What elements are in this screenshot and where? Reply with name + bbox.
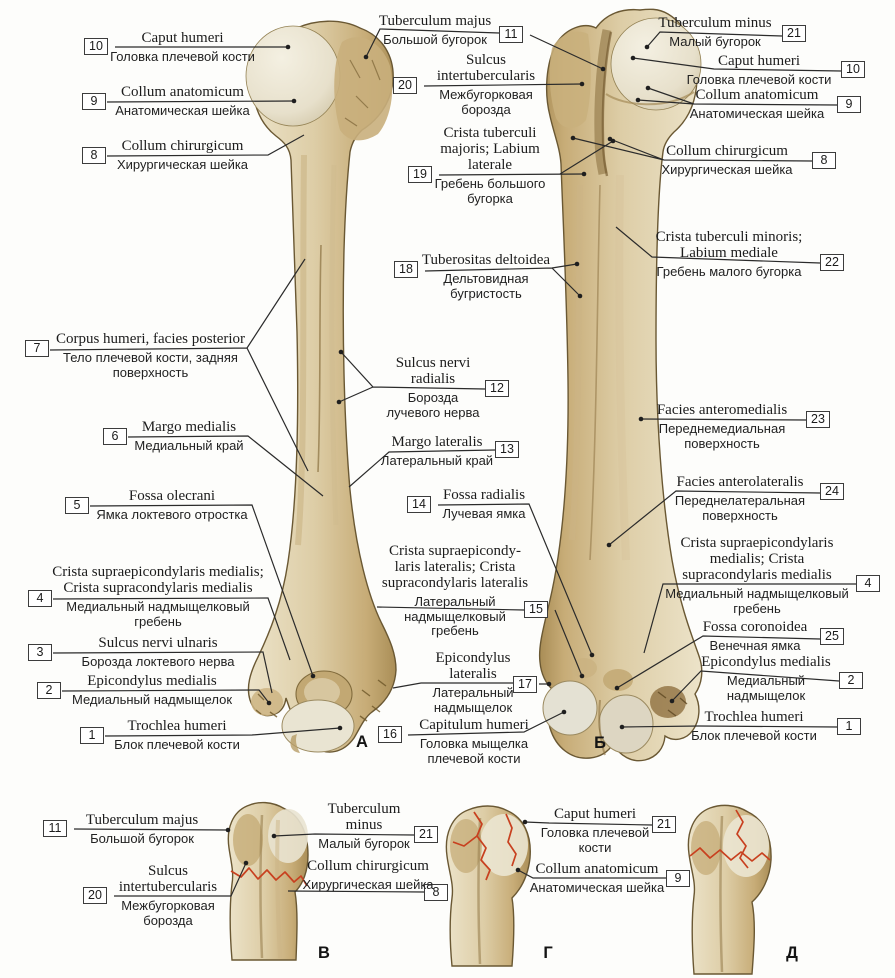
label-sulcus-intertubercularis	[424, 52, 548, 117]
russian-name: Головка мыщелка плечевой кости	[419, 736, 529, 766]
panel-letter-d: Д	[786, 944, 798, 962]
num-box-tuberositas-deltoidea: 18	[394, 261, 418, 278]
russian-name: Головка плечевой кости	[540, 825, 650, 855]
label-facies-anteromedialis	[646, 402, 798, 451]
num-box-epicondylus-medialis-a: 2	[37, 682, 61, 699]
latin-name: Collum chirurgicum	[121, 138, 244, 154]
num-box-trochlea-b: 1	[837, 718, 861, 735]
latin-name: Corpus humeri, facies posterior	[55, 331, 246, 347]
russian-name: Латеральный надмыщелковый гребень	[404, 594, 506, 638]
latin-name: Tuberositas deltoidea	[421, 252, 551, 268]
num-box-fossa-olecrani: 5	[65, 497, 89, 514]
latin-name: Sulcus nervi ulnaris	[98, 635, 218, 651]
latin-name: Fossa olecrani	[128, 488, 216, 504]
latin-name: Crista supraepicondylaris medialis; Crista supracondylaris medialis	[680, 535, 834, 583]
num-box-collum-chirurgicum-v: 8	[424, 884, 448, 901]
latin-name: Crista supraepicondylaris medialis; Crista supracondylaris medialis	[52, 564, 264, 596]
label-collum-anatomicum-a	[100, 84, 265, 119]
label-sulcus-intertubercularis-v	[112, 863, 224, 928]
label-trochlea-b	[683, 709, 825, 744]
num-box-crista-majoris: 19	[408, 166, 432, 183]
label-epicondylus-medialis-b	[691, 654, 841, 703]
label-fossa-olecrani	[88, 488, 256, 523]
num-box-fossa-radialis: 14	[407, 496, 431, 513]
latin-name: Fossa coronoidea	[702, 619, 808, 635]
label-crista-lateralis	[380, 543, 530, 639]
russian-name: Анатомическая шейка	[529, 880, 665, 895]
label-margo-medialis	[128, 419, 250, 454]
label-capitulum	[404, 717, 544, 766]
latin-name: Crista supraepicondylaris lateralis; Crista supracondylaris lateralis	[381, 543, 529, 591]
num-box-facies-anterolateralis: 24	[820, 483, 844, 500]
label-caput-humeri-a	[100, 30, 265, 65]
latin-name: Crista tuberculi majoris; Labium laterale	[440, 125, 540, 173]
label-collum-chirurgicum-v	[294, 858, 442, 893]
label-margo-lateralis	[378, 434, 496, 469]
num-box-sulcus-ulnaris: 3	[28, 644, 52, 661]
russian-name: Большой бугорок	[90, 831, 194, 846]
russian-name: Межбугорковая борозда	[439, 87, 533, 117]
russian-name: Хирургическая шейка	[302, 877, 434, 892]
latin-name: Tuberculum minus	[327, 801, 401, 833]
russian-name: Малый бугорок	[669, 34, 761, 49]
num-box-caput-humeri-b: 10	[841, 61, 865, 78]
num-box-fossa-coronoidea: 25	[820, 628, 844, 645]
latin-name: Fossa radialis	[442, 487, 526, 503]
latin-name: Tuberculum majus	[378, 13, 492, 29]
num-box-trochlea-a: 1	[80, 727, 104, 744]
latin-name: Caput humeri	[553, 806, 637, 822]
num-box-sulcus-intertubercularis-v: 20	[83, 887, 107, 904]
russian-name: Анатомическая шейка	[689, 106, 825, 121]
label-crista-medialis-a	[42, 564, 274, 629]
humerus-anterior-bone	[540, 9, 702, 760]
medial-epicondyle-anterior	[650, 686, 686, 718]
latin-name: Caput humeri	[717, 53, 801, 69]
label-sulcus-ulnaris	[58, 635, 258, 670]
panel-letter-a: А	[356, 733, 368, 751]
label-tuberculum-minus	[648, 15, 782, 50]
latin-name: Epicondylus lateralis	[435, 650, 511, 682]
num-box-caput-humeri-g: 21	[652, 816, 676, 833]
russian-name: Медиальный надмыщелок	[726, 673, 806, 703]
latin-name: Collum anatomicum	[121, 84, 244, 100]
latin-name: Collum anatomicum	[695, 87, 819, 103]
label-collum-chirurgicum-a	[100, 138, 265, 173]
latin-name: Facies anteromedialis	[656, 402, 788, 418]
russian-name: Медиальный надмыщелковый гребень	[665, 586, 849, 616]
num-box-crista-minoris: 22	[820, 254, 844, 271]
latin-name: Sulcus intertubercularis	[436, 52, 536, 84]
russian-name: Хирургическая шейка	[661, 162, 793, 177]
num-box-collum-anatomicum-g: 9	[666, 870, 690, 887]
latin-name: Collum chirurgicum	[666, 143, 788, 159]
label-crista-minoris	[643, 229, 815, 280]
latin-name: Margo lateralis	[391, 434, 483, 450]
russian-name: Лучевая ямка	[442, 506, 526, 521]
num-box-tuberculum-minus-v: 21	[414, 826, 438, 843]
russian-name: Ямка локтевого отростка	[96, 507, 248, 522]
label-facies-anterolateralis	[663, 474, 817, 523]
russian-name: Медиальный надмыщелок	[71, 692, 233, 707]
russian-name: Переднелатеральная поверхность	[674, 493, 806, 523]
greater-tubercle-anterior	[550, 32, 591, 128]
panel-letter-b: Б	[594, 734, 606, 752]
latin-name: Collum chirurgicum	[307, 858, 429, 874]
russian-name: Тело плечевой кости, задняя поверхность	[63, 350, 238, 380]
label-corpus-humeri	[48, 331, 253, 380]
num-box-corpus-humeri: 7	[25, 340, 49, 357]
num-box-tuberculum-majus-v: 11	[43, 820, 67, 837]
label-fossa-coronoidea	[693, 619, 817, 654]
russian-name: Хирургическая шейка	[116, 157, 249, 172]
russian-name: Блок плечевой кости	[114, 737, 240, 752]
num-box-epicondylus-medialis-b: 2	[839, 672, 863, 689]
latin-name: Crista tuberculi minoris; Labium mediale	[655, 229, 803, 261]
num-box-capitulum: 16	[378, 726, 402, 743]
label-trochlea-a	[98, 718, 256, 753]
latin-name: Trochlea humeri	[704, 709, 804, 725]
num-box-crista-medialis-b: 4	[856, 575, 880, 592]
num-box-caput-humeri-a: 10	[84, 38, 108, 55]
russian-name: Медиальный край	[134, 438, 244, 453]
label-epicondylus-medialis-a	[58, 673, 246, 708]
russian-name: Переднемедиальная поверхность	[658, 421, 786, 451]
latin-name: Margo medialis	[141, 419, 237, 435]
latin-name: Facies anterolateralis	[676, 474, 804, 490]
russian-name: Борозда локтевого нерва	[81, 654, 235, 669]
latin-name: Epicondylus medialis	[87, 673, 217, 689]
label-fossa-radialis	[433, 487, 535, 522]
latin-name: Epicondylus medialis	[701, 654, 831, 670]
russian-name: Блок плечевой кости	[691, 728, 817, 743]
russian-name: Гребень большого бугорка	[434, 176, 546, 206]
russian-name: Латеральный надмыщелок	[432, 685, 514, 715]
fragment-bone-d	[688, 805, 771, 974]
russian-name: Межбугорковая борозда	[121, 898, 215, 928]
panel-letter-v: В	[318, 944, 330, 962]
latin-name: Collum anatomicum	[535, 861, 659, 877]
label-caput-humeri-g	[534, 806, 656, 855]
russian-name: Латеральный край	[380, 453, 494, 468]
russian-name: Дельтовидная бугристость	[443, 271, 529, 301]
num-box-collum-chirurgicum-b: 8	[812, 152, 836, 169]
panel-letter-g: Г	[543, 944, 553, 962]
num-box-tuberculum-majus: 11	[499, 26, 523, 43]
russian-name: Венечная ямка	[709, 638, 801, 653]
russian-name: Медиальный надмыщелковый гребень	[66, 599, 250, 629]
num-box-sulcus-intertubercularis: 20	[393, 77, 417, 94]
russian-name: Большой бугорок	[383, 32, 487, 47]
num-box-sulcus-radialis: 12	[485, 380, 509, 397]
num-box-crista-medialis-a: 4	[28, 590, 52, 607]
russian-name: Головка плечевой кости	[110, 49, 255, 64]
label-crista-medialis-b	[663, 535, 851, 616]
label-tuberculum-majus	[372, 13, 498, 48]
label-caput-humeri-b	[678, 53, 840, 88]
label-tuberculum-minus-v	[314, 801, 414, 852]
label-collum-anatomicum-b	[683, 87, 831, 122]
russian-name: Гребень малого бугорка	[656, 264, 802, 279]
latin-name: Caput humeri	[141, 30, 224, 46]
num-box-epicondylus-lateralis: 17	[513, 676, 537, 693]
label-collum-chirurgicum-b	[656, 143, 798, 178]
latin-name: Sulcus nervi radialis	[395, 355, 471, 387]
num-box-tuberculum-minus: 21	[782, 25, 806, 42]
num-box-collum-anatomicum-b: 9	[837, 96, 861, 113]
label-crista-majoris	[428, 125, 552, 206]
label-epicondylus-lateralis	[418, 650, 528, 715]
latin-name: Tuberculum majus	[85, 812, 199, 828]
label-tuberositas-deltoidea	[414, 252, 558, 301]
num-box-collum-anatomicum-a: 9	[82, 93, 106, 110]
capitulum	[543, 681, 597, 735]
fragment-bone-g	[446, 806, 530, 966]
latin-name: Tuberculum minus	[658, 15, 772, 31]
russian-name: Головка плечевой кости	[686, 72, 832, 87]
label-tuberculum-majus-v	[76, 812, 208, 847]
russian-name: Анатомическая шейка	[115, 103, 250, 118]
latin-name: Sulcus intertubercularis	[118, 863, 218, 895]
num-box-margo-medialis: 6	[103, 428, 127, 445]
label-collum-anatomicum-g	[523, 861, 671, 896]
num-box-facies-anteromedialis: 23	[806, 411, 830, 428]
label-sulcus-radialis	[383, 355, 483, 420]
russian-name: Малый бугорок	[318, 836, 410, 851]
num-box-collum-chirurgicum-a: 8	[82, 147, 106, 164]
latin-name: Trochlea humeri	[127, 718, 227, 734]
num-box-crista-lateralis: 15	[524, 601, 548, 618]
num-box-margo-lateralis: 13	[495, 441, 519, 458]
russian-name: Борозда лучевого нерва	[386, 390, 480, 420]
latin-name: Capitulum humeri	[419, 717, 529, 733]
